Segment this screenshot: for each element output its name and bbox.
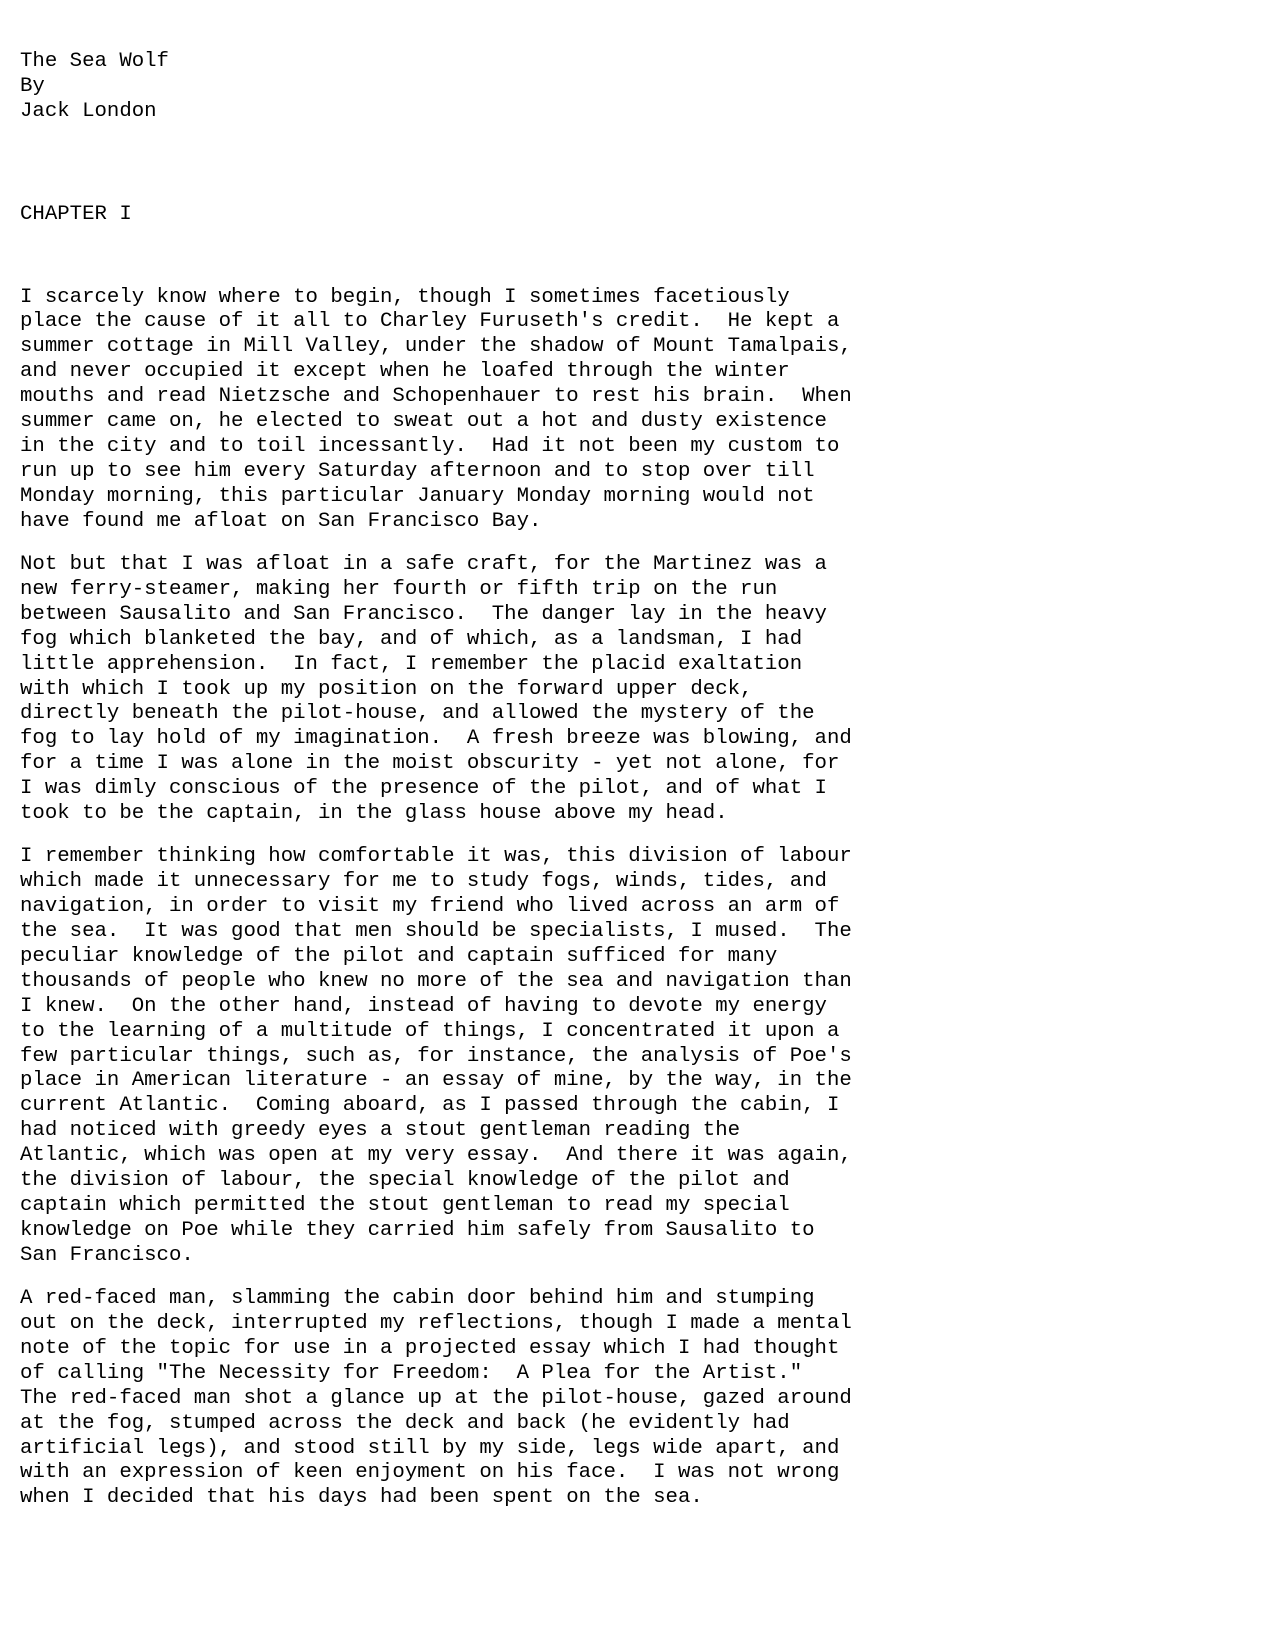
text-line: had noticed with greedy eyes a stout gentleman reading the xyxy=(20,1119,741,1143)
text-line: navigation, in order to visit my friend who lived across an arm of xyxy=(20,895,840,919)
text-line: I remember thinking how comfortable it was, this division of labour xyxy=(20,845,852,869)
text-line: San Francisco. xyxy=(20,1243,194,1267)
paragraph-3 xyxy=(20,845,1250,1268)
text-line: I knew. On the other hand, instead of having to devote my energy xyxy=(20,994,827,1018)
text-line: summer cottage in Mill Valley, under the shadow of Mount Tamalpais, xyxy=(20,335,852,359)
text-line: captain which permitted the stout gentleman to read my special xyxy=(20,1193,790,1217)
text-line: peculiar knowledge of the pilot and captain sufficed for many xyxy=(20,945,778,969)
text-line: place in American literature - an essay of mine, by the way, in the xyxy=(20,1069,852,1093)
document-body xyxy=(20,50,1250,1511)
text-line: have found me afloat on San Francisco Bay. xyxy=(20,509,542,533)
paragraph-2 xyxy=(20,553,1250,827)
text-line: note of the topic for use in a projected essay which I had thought xyxy=(20,1336,840,1360)
text-line: new ferry-steamer, making her fourth or fifth trip on the run xyxy=(20,577,778,601)
text-line: little apprehension. In fact, I remember the placid exaltation xyxy=(20,652,803,676)
text-line: thousands of people who knew no more of the sea and navigation than xyxy=(20,969,852,993)
author-name: Jack London xyxy=(20,99,157,123)
text-line: The red-faced man shot a glance up at the pilot-house, gazed around xyxy=(20,1386,852,1410)
text-line: I was dimly conscious of the presence of the pilot, and of what I xyxy=(20,777,827,801)
text-line: knowledge on Poe while they carried him safely from Sausalito to xyxy=(20,1218,815,1242)
text-line: directly beneath the pilot-house, and allowed the mystery of the xyxy=(20,702,815,726)
text-line: fog which blanketed the bay, and of which, as a landsman, I had xyxy=(20,627,803,651)
text-line: Atlantic, which was open at my very essay. And there it was again, xyxy=(20,1144,852,1168)
text-line: run up to see him every Saturday afternoon and to stop over till xyxy=(20,459,815,483)
book-title: The Sea Wolf xyxy=(20,50,169,73)
text-line: fog to lay hold of my imagination. A fresh breeze was blowing, and xyxy=(20,727,852,751)
text-line: place the cause of it all to Charley Furuseth's credit. He kept a xyxy=(20,310,840,334)
text-line: I scarcely know where to begin, though I sometimes facetiously xyxy=(20,285,790,309)
text-line: current Atlantic. Coming aboard, as I passed through the cabin, I xyxy=(20,1094,840,1118)
text-line: in the city and to toil incessantly. Had it not been my custom to xyxy=(20,434,840,458)
text-line: Not but that I was afloat in a safe craft, for the Martinez was a xyxy=(20,553,827,577)
title-block xyxy=(20,50,1250,125)
text-line: with which I took up my position on the forward upper deck, xyxy=(20,677,753,701)
chapter-heading: CHAPTER I xyxy=(20,202,132,226)
text-line: the sea. It was good that men should be specialists, I mused. The xyxy=(20,920,852,944)
text-line: artificial legs), and stood still by my side, legs wide apart, and xyxy=(20,1436,840,1460)
text-line: for a time I was alone in the moist obscurity - yet not alone, for xyxy=(20,752,840,776)
text-line: the division of labour, the special knowledge of the pilot and xyxy=(20,1169,790,1193)
byline: By xyxy=(20,74,45,98)
text-line: to the learning of a multitude of things, I concentrated it upon a xyxy=(20,1019,840,1043)
paragraph-1 xyxy=(20,286,1250,535)
text-line: of calling "The Necessity for Freedom: A Plea for the Artist." xyxy=(20,1361,803,1385)
text-line: and never occupied it except when he loafed through the winter xyxy=(20,360,790,384)
text-line: out on the deck, interrupted my reflections, though I made a mental xyxy=(20,1312,852,1336)
paragraph-4 xyxy=(20,1287,1250,1511)
text-line: summer came on, he elected to sweat out a hot and dusty existence xyxy=(20,410,827,434)
text-line: mouths and read Nietzsche and Schopenhauer to rest his brain. When xyxy=(20,385,852,409)
text-line: with an expression of keen enjoyment on his face. I was not wrong xyxy=(20,1461,840,1485)
text-line: when I decided that his days had been spent on the sea. xyxy=(20,1486,703,1510)
text-line: took to be the captain, in the glass house above my head. xyxy=(20,801,728,825)
text-line: which made it unnecessary for me to study fogs, winds, tides, and xyxy=(20,870,827,894)
text-line: A red-faced man, slamming the cabin door behind him and stumping xyxy=(20,1287,815,1311)
text-line: between Sausalito and San Francisco. The danger lay in the heavy xyxy=(20,602,827,626)
text-line: Monday morning, this particular January Monday morning would not xyxy=(20,484,815,508)
text-line: few particular things, such as, for instance, the analysis of Poe's xyxy=(20,1044,852,1068)
text-line: at the fog, stumped across the deck and back (he evidently had xyxy=(20,1411,790,1435)
